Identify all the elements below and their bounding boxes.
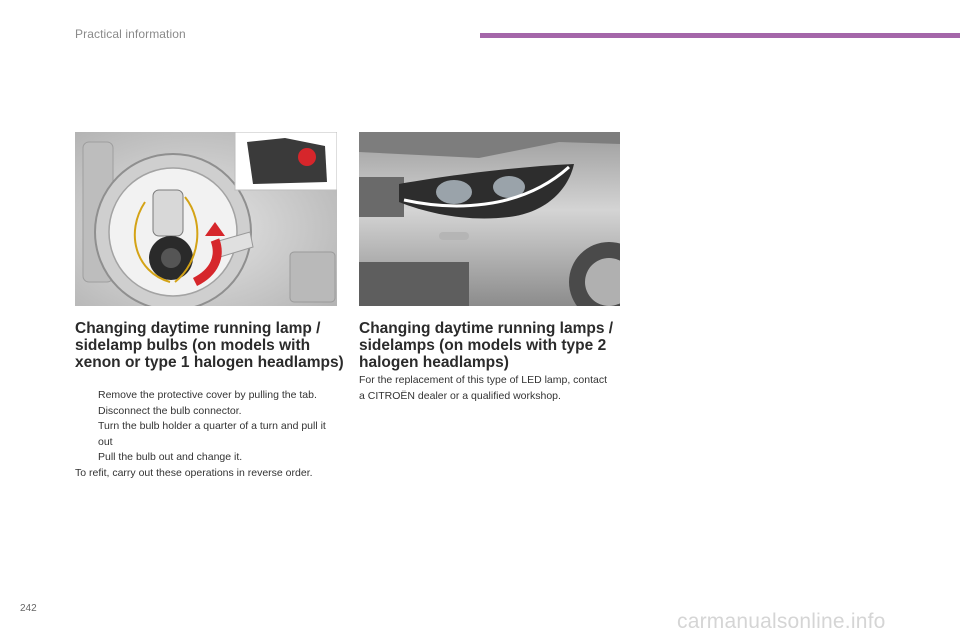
procedure-steps (75, 388, 340, 481)
page-number: 242 (20, 603, 37, 614)
step-text: Remove the protective cover by pulling the tab. (98, 389, 317, 401)
header-section-title: Practical information (75, 27, 186, 41)
watermark-logo: carmanualsonline.info (677, 610, 886, 633)
procedure-step (75, 450, 340, 466)
led-replacement-note: For the replacement of this type of LED lamp, contact a CITROËN dealer or a qualified workshop. (359, 374, 608, 402)
bulb-holder-illustration (75, 132, 337, 306)
section-heading-type2: Changing daytime running lamps / sidelamps (on models with type 2 halogen headlamps) (359, 320, 614, 371)
step-text: Pull the bulb out and change it. (98, 451, 243, 463)
procedure-step (75, 388, 340, 404)
step-text: Disconnect the bulb connector. (98, 404, 242, 417)
step-text: Turn the bulb holder a quarter of a turn and pull it out (98, 420, 326, 448)
refit-instruction: To refit, carry out these operations in reverse order. (75, 466, 313, 479)
procedure-step (75, 419, 340, 450)
section-heading-xenon-type1: Changing daytime running lamp / sidelamp bulbs (on models with xenon or type 1 halogen headlamps) (75, 320, 344, 371)
car-front-photo (359, 132, 620, 306)
header-accent-rule (480, 33, 960, 38)
procedure-step (75, 404, 340, 420)
